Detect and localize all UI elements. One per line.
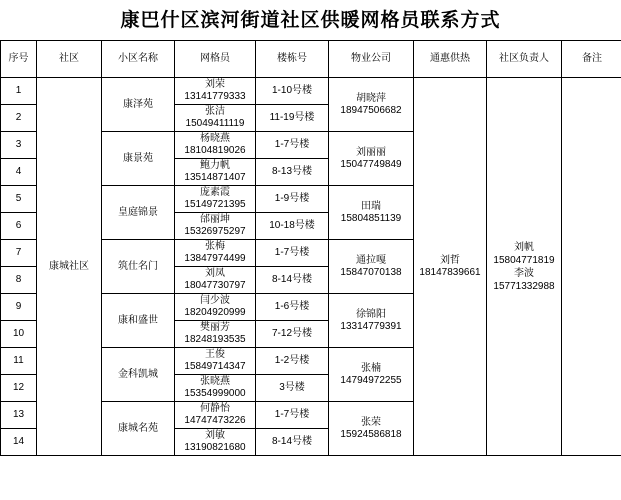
gridman-name: 刘敏 [205,430,225,441]
cell-gridman [175,375,256,402]
property-phone: 15924586818 [340,428,402,440]
gridman-phone: 15326975297 [184,226,246,237]
cell-building: 1-7号楼 [256,240,329,267]
leader-name-1: 刘帆 [514,241,534,253]
cell-remark [562,78,621,456]
gridman-phone: 15149721395 [184,199,246,210]
page-title: 康巴什区滨河街道社区供暖网格员联系方式 [120,10,501,31]
cell-gridman [175,348,256,375]
property-name: 刘丽丽 [356,146,386,158]
property-name: 张楠 [361,362,381,374]
cell-building: 1-7号楼 [256,402,329,429]
gridman-phone: 13847974499 [184,253,246,264]
cell-seq: 2 [1,105,37,132]
cell-building: 1-2号楼 [256,348,329,375]
leader-phone-2: 15771332988 [493,280,555,292]
cell-building: 10-18号楼 [256,213,329,240]
cell-property [329,132,414,186]
column-header-seq: 序号 [1,41,37,78]
gridman-phone: 13141779333 [184,91,246,102]
gridman-name: 张洁 [205,106,225,117]
column-header-building: 楼栋号 [256,41,329,78]
leader-name-2: 李波 [514,267,534,279]
cell-building: 1-10号楼 [256,78,329,105]
cell-seq: 7 [1,240,37,267]
column-header-remark: 备注 [562,41,621,78]
cell-gridman [175,429,256,456]
cell-gridman [175,105,256,132]
gridman-name: 刘荣 [205,79,225,90]
gridman-name: 张梅 [205,241,225,252]
cell-gridman [175,213,256,240]
cell-seq: 1 [1,78,37,105]
property-phone: 15047749849 [340,158,402,170]
property-phone: 14794972255 [340,374,402,386]
gridman-phone: 18204920999 [184,307,246,318]
cell-property [329,240,414,294]
column-header-property: 物业公司 [329,41,414,78]
column-header-gridman: 网格员 [175,41,256,78]
gridman-phone: 15849714347 [184,361,246,372]
cell-gridman [175,186,256,213]
cell-heating [414,78,487,456]
gridman-name: 何静怡 [200,403,230,414]
leader-phone-1: 15804771819 [493,254,555,266]
cell-seq: 4 [1,159,37,186]
gridman-phone: 15049411119 [185,118,245,129]
cell-seq: 11 [1,348,37,375]
cell-block: 筑仕名门 [102,240,175,294]
gridman-phone: 13514871407 [184,172,246,183]
cell-gridman [175,240,256,267]
property-phone: 18947506682 [340,104,402,116]
gridman-name: 闫少波 [200,295,230,306]
cell-block: 康景苑 [102,132,175,186]
property-name: 张荣 [361,416,381,428]
cell-building: 8-13号楼 [256,159,329,186]
cell-seq: 14 [1,429,37,456]
cell-property [329,402,414,456]
cell-seq: 9 [1,294,37,321]
cell-property [329,186,414,240]
cell-block: 康泽苑 [102,78,175,132]
column-header-heating: 通惠供热 [414,41,487,78]
cell-seq: 3 [1,132,37,159]
table-row [1,78,621,105]
cell-block: 皇庭锦景 [102,186,175,240]
column-header-leader: 社区负责人 [487,41,562,78]
property-phone: 15847070138 [340,266,402,278]
cell-property [329,294,414,348]
cell-gridman [175,159,256,186]
cell-block: 金科凯城 [102,348,175,402]
cell-seq: 8 [1,267,37,294]
cell-block: 康和盛世 [102,294,175,348]
cell-gridman [175,78,256,105]
cell-property [329,348,414,402]
gridman-phone: 18047730797 [184,280,246,291]
table-header [1,41,621,78]
property-name: 田瑞 [361,200,381,212]
gridman-name: 刘凤 [205,268,225,279]
cell-seq: 6 [1,213,37,240]
column-header-community: 社区 [37,41,102,78]
cell-gridman [175,294,256,321]
gridman-phone: 18104819026 [184,145,246,156]
cell-building: 1-9号楼 [256,186,329,213]
cell-seq: 10 [1,321,37,348]
cell-building: 3号楼 [256,375,329,402]
gridman-phone: 18248193535 [184,334,246,345]
gridman-phone: 15354999000 [184,388,246,399]
cell-building: 1-7号楼 [256,132,329,159]
cell-building: 7-12号楼 [256,321,329,348]
property-phone: 13314779391 [340,320,402,332]
cell-gridman [175,402,256,429]
cell-building: 1-6号楼 [256,294,329,321]
cell-seq: 5 [1,186,37,213]
gridman-name: 樊丽芳 [200,322,230,333]
gridman-name: 鲍力帆 [200,160,230,171]
property-name: 徐锦阳 [356,308,386,320]
cell-leader [487,78,562,456]
gridman-name: 王俊 [205,349,225,360]
gridman-name: 邰丽坤 [200,214,230,225]
cell-gridman [175,267,256,294]
cell-building: 8-14号楼 [256,267,329,294]
gridman-name: 张晓燕 [200,376,230,387]
column-header-block: 小区名称 [102,41,175,78]
property-phone: 15804851139 [340,212,402,224]
table-body [1,78,621,456]
gridman-phone: 14747473226 [184,415,246,426]
cell-seq: 13 [1,402,37,429]
cell-gridman [175,132,256,159]
cell-property [329,78,414,132]
gridman-name: 杨晓燕 [200,133,230,144]
cell-building: 11-19号楼 [256,105,329,132]
property-name: 通拉嘎 [356,254,386,266]
contact-table [0,40,621,456]
property-name: 胡晓萍 [356,92,386,104]
cell-community: 康城社区 [37,78,102,456]
cell-seq: 12 [1,375,37,402]
table-header-row [1,41,621,78]
cell-building: 8-14号楼 [256,429,329,456]
cell-gridman [175,321,256,348]
heating-phone: 18147839661 [419,266,481,278]
gridman-name: 庞素霞 [200,187,230,198]
cell-block: 康城名苑 [102,402,175,456]
gridman-phone: 13190821680 [184,442,246,453]
heating-name: 刘哲 [440,254,460,266]
